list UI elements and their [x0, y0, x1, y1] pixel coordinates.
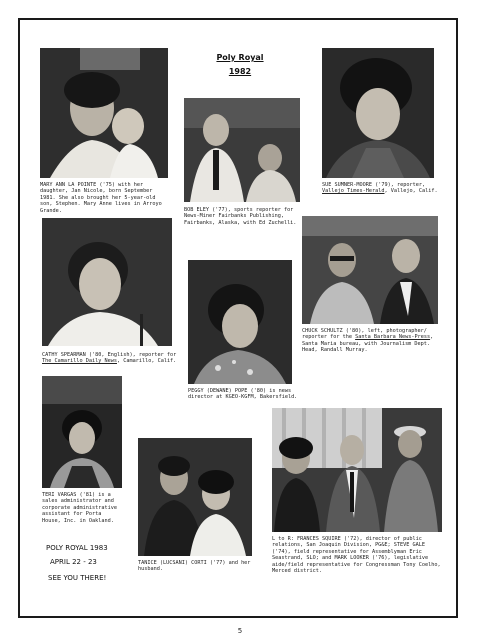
caption-tanice-corti: TANICE (LUCSANI) CORTI ('77) and her husband.	[138, 560, 251, 573]
page-number: 5	[237, 627, 243, 635]
caption-sue-sumner-moore: SUE SUMNER-MOORE ('79), reporter, Vallejo Times-Herald, Vallejo, Calif.	[322, 182, 438, 195]
newspaper-camarillo: The Camarillo Daily News	[42, 358, 117, 365]
photo-chuck-schultz	[302, 216, 438, 324]
photo-bob-eley	[184, 98, 300, 202]
caption-chuck-schultz: CHUCK SCHULTZ ('80), left, photographer/ reporter for the Santa Barbara News-Press, Santa Maria bureau, with Journalism Dept. Head, Randall Murray.	[302, 328, 434, 354]
newspaper-santa-barbara: Santa Barbara News-Press	[355, 334, 431, 341]
caption-teri-vargas: TERI VARGAS ('81) is a sales administrator and corporate administrative assistant for Porta House, Inc. in Oakland.	[42, 492, 117, 524]
photo-cathy-spearman	[42, 218, 172, 346]
photo-tanice-corti	[138, 438, 252, 556]
photo-sue-sumner-moore	[322, 48, 434, 178]
photo-teri-vargas	[42, 376, 122, 488]
caption-group-photo: L to R: FRANCES SQUIRE ('72), director of public relations, San Joaquin Division, PG&E; STEVE GALE ('74), field representative for Assemblyman Eric Seastrand, SLO; and MARK LOOKER ('76), legislative aide/field representative for Congressman Tony Coelho, Merced district.	[272, 536, 441, 575]
photo-peggy-pope	[188, 260, 292, 384]
caption-peggy-pope: PEGGY (DEWANE) POPE ('80) is news director at KGEO-KGFM, Bakersfield.	[188, 388, 298, 401]
newspaper-vallejo: Vallejo Times-Herald	[322, 188, 385, 195]
promo-line-invite: SEE YOU THERE!	[48, 574, 107, 582]
page-title: Poly Royal	[216, 53, 264, 62]
page-year: 1982	[228, 67, 252, 76]
caption-mary-ann-la-pointe: MARY ANN LA POINTE ('75) with her daughter, Jan Nicole, born September 1981. She also brought her 5-year-old son, Stephen. Mary Anne lives in Arroyo Grande.	[40, 182, 162, 214]
promo-line-event: POLY ROYAL 1983	[46, 544, 108, 552]
photo-mary-ann-la-pointe	[40, 48, 168, 178]
promo-line-dates: APRIL 22 - 23	[50, 558, 97, 566]
caption-cathy-spearman: CATHY SPEARMAN ('80, English), reporter for The Camarillo Daily News, Camarillo, Calif.	[42, 352, 177, 365]
photo-group-squire-gale-looker	[272, 408, 442, 532]
caption-bob-eley: BOB ELEY ('77), sports reporter for News-Miner Fairbanks Publishing, Fairbanks, Alaska, with Ed Zuchelli.	[184, 207, 297, 226]
